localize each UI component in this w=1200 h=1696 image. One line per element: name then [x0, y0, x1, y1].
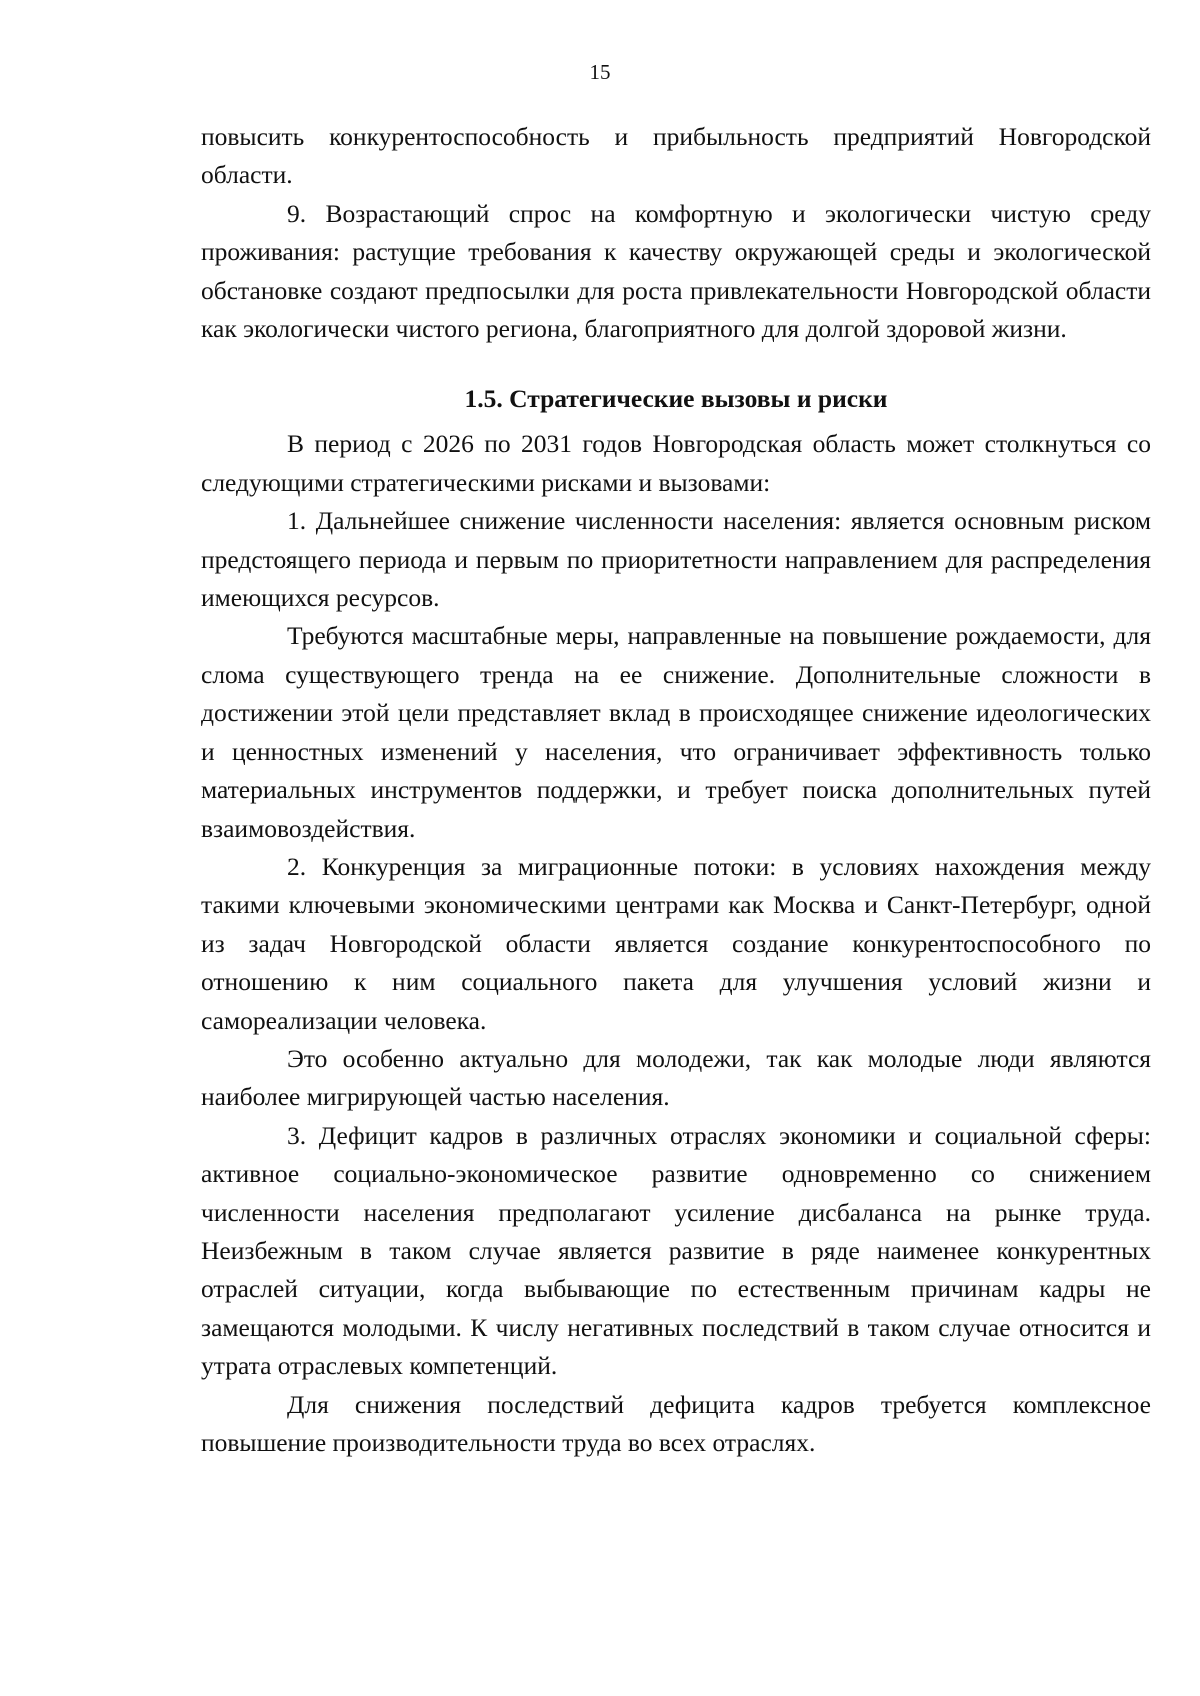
paragraph-risk-2-youth: Это особенно актуально для молодежи, так как молодые люди являются наиболее мигрирующей частью населения.: [201, 1043, 1151, 1112]
paragraph-risk-1-measures: Требуются масштабные меры, направленные на повышение рождаемости, для слома существующего тренда на ее снижение. Дополнительные сложности в достижении этой цели представляет вклад в происходящее снижение идеологических и ценностных изменений у населения, что ограничивает эффективность только материальных инструментов поддержки, и требует поиска дополнительных путей взаимовоздействия.: [201, 621, 1151, 843]
paragraph-item-9: 9. Возрастающий спрос на комфортную и экологически чистую среду проживания: растущие требования к качеству окружающей среды и экологической обстановке создают предпосылки для роста привлекательности Новгородской области как экологически чистого региона, благоприятного для долгой здоровой жизни.: [201, 198, 1151, 344]
page-content: [201, 118, 1151, 1462]
paragraph-risk-3: 3. Дефицит кадров в различных отраслях экономики и социальной сферы: активное социально-экономическое развитие одновременно со снижением численности населения предполагают усиление дисбаланса на рынке труда. Неизбежным в таком случае является развитие в ряде наименее конкурентных отраслей ситуации, когда выбывающие по естественным причинам кадры не замещаются молодыми. К числу негативных последствий в таком случае относится и утрата отраслевых компетенций.: [201, 1120, 1151, 1381]
paragraph-risk-2: 2. Конкуренция за миграционные потоки: в условиях нахождения между такими ключевыми экономическими центрами как Москва и Санкт-Петербург, одной из задач Новгородской области является создание конкурентоспособного по отношению к ним социального пакета для улучшения условий жизни и самореализации человека.: [201, 851, 1151, 1035]
page-number: 15: [589, 60, 611, 84]
paragraph-risk-1: 1. Дальнейшее снижение численности населения: является основным риском предстоящего периода и первым по приоритетности направлением для распределения имеющихся ресурсов.: [201, 506, 1151, 613]
section-heading: 1.5. Стратегические вызовы и риски: [464, 384, 888, 414]
paragraph-intro: В период с 2026 по 2031 годов Новгородская область может столкнуться со следующими стратегическими рисками и вызовами:: [201, 429, 1151, 497]
paragraph-risk-3-measures: Для снижения последствий дефицита кадров требуется комплексное повышение производительности труда во всех отраслях.: [201, 1389, 1151, 1457]
paragraph-continuation: повысить конкурентоспособность и прибыльность предприятий Новгородской области.: [201, 122, 1151, 190]
